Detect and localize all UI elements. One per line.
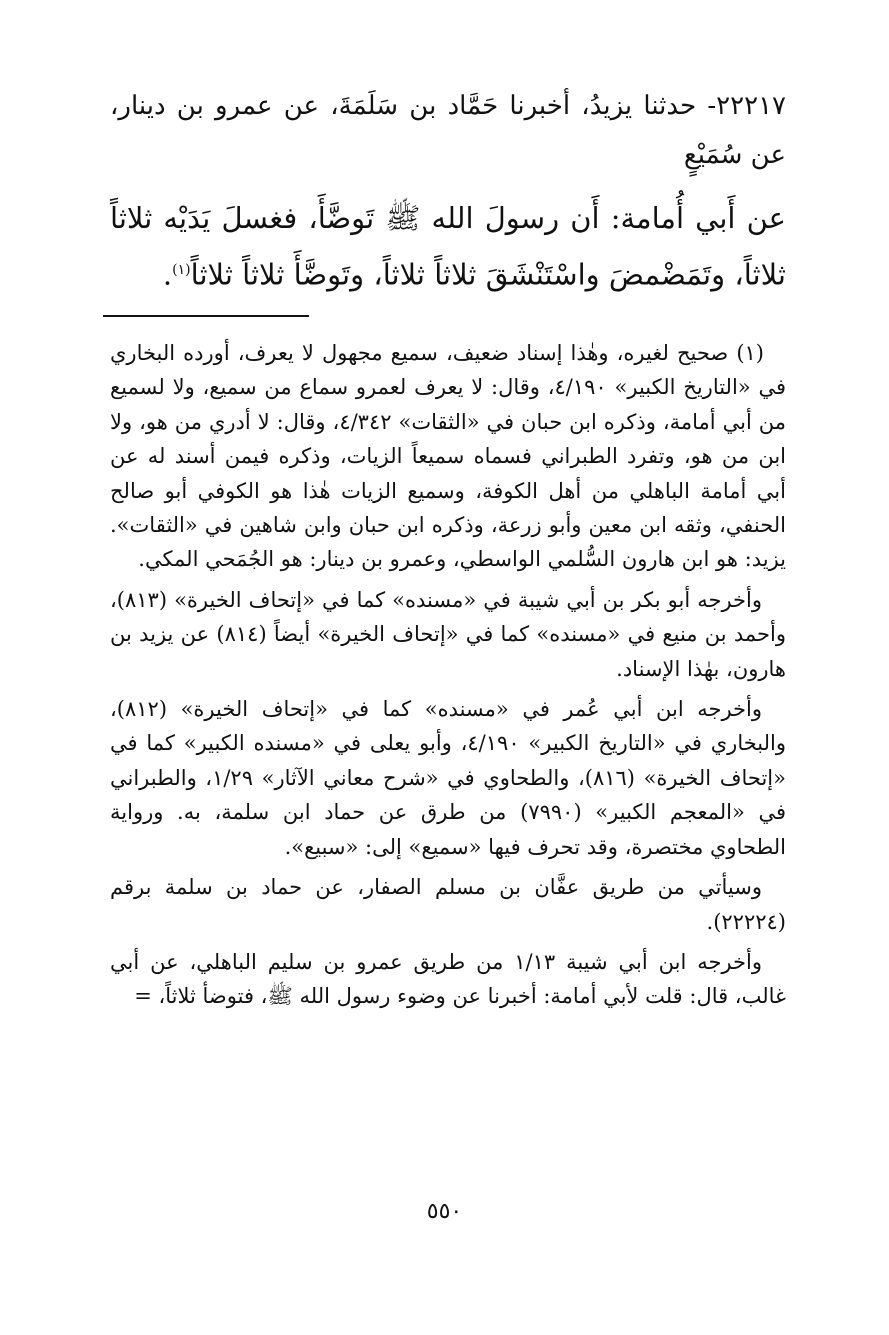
- footnote-paragraph: وأخرجه أبو بكر بن أبي شيبة في «مسنده» كما في «إتحاف الخيرة» (٨١٣)، وأحمد بن منيع في «مسنده» كما في «إتحاف الخيرة» أيضاً (٨١٤) عن يزيد بن هارون، بهٰذا الإسناد.: [110, 587, 786, 681]
- footnote-paragraph: وأخرجه ابن أبي عُمر في «مسنده» كما في «إتحاف الخيرة» (٨١٢)، والبخاري في «التاريخ الكبير» ٤/١٩٠، وأبو يعلى في «مسنده الكبير» كما في «إتحاف الخيرة» (٨١٦)، والطحاوي في «شرح معاني الآثار» ١/٢٩، والطبراني في «المعجم الكبير» (٧٩٩٠) من طرق عن حماد ابن سلمة، به. ورواية الطحاوي مختصرة، وقد تحرف فيها «سميع» إلى: «سبيع».: [110, 697, 787, 859]
- footnote-paragraph: وسيأتي من طريق عفَّان بن مسلم الصفار، عن حماد بن سلمة برقم (٢٢٢٢٤).: [110, 875, 786, 934]
- hadith-end-mark: .: [162, 257, 173, 292]
- hadith-block: [110, 82, 786, 301]
- hadith-narration-chain: ٢٢٢١٧- حدثنا يزيدُ، أخبرنا حَمَّاد بن سَلَمَةَ، عن عمرو بن دينار، عن سُمَيْعٍ: [110, 91, 786, 170]
- footnote-marker: (١): [172, 262, 191, 278]
- footnote-paragraph: (١) صحيح لغيره، وهٰذا إسناد ضعيف، سميع مجهول لا يعرف، أورده البخاري في «التاريخ الكبير» ٤/١٩٠، وقال: لا يعرف لعمرو سماع من سميع، ولا لسميع من أبي أمامة، وذكره ابن حبان في «الثقات» ٤/٣٤٢، وقال: لا أدري من هو، ولا ابن من هو، وتفرد الطبراني فسماه سميعاً الزيات، وذكره فيمن أسند له عن أبي أمامة الباهلي من أهل الكوفة، وسميع الزيات هٰذا هو الكوفي أبو صالح الحنفي، وثقه ابن معين وأبو زرعة، وذكره ابن حبان وابن شاهين في «الثقات». يزيد: هو ابن هارون السُّلمي الواسطي، وعمرو بن دينار: هو الجُمَحي المكي.: [110, 341, 786, 572]
- hadith-text: عن أَبي أُمامة: أَن رسولَ الله ﷺ تَوضَّأَ، فغسلَ يَدَيْه ثلاثاً ثلاثاً، وتَمَضْمضَ واسْتَنْشَقَ ثلاثاً ثلاثاً، وتَوضَّأَ ثلاثاً ثلاثاً: [110, 201, 786, 292]
- footnote-paragraph: وأخرجه ابن أبي شيبة ١/١٣ من طريق عمرو بن سليم الباهلي، عن أبي غالب، قال: قلت لأبي أمامة: أخبرنا عن وضوء رسول الله ﷺ، فتوضأ ثلاثاً، =: [110, 949, 786, 1009]
- hadith-text-paragraph: [110, 192, 786, 301]
- footnotes-section: [110, 336, 786, 1020]
- footnote-separator: [103, 315, 309, 317]
- page-number: ٥٥٠: [426, 1199, 463, 1224]
